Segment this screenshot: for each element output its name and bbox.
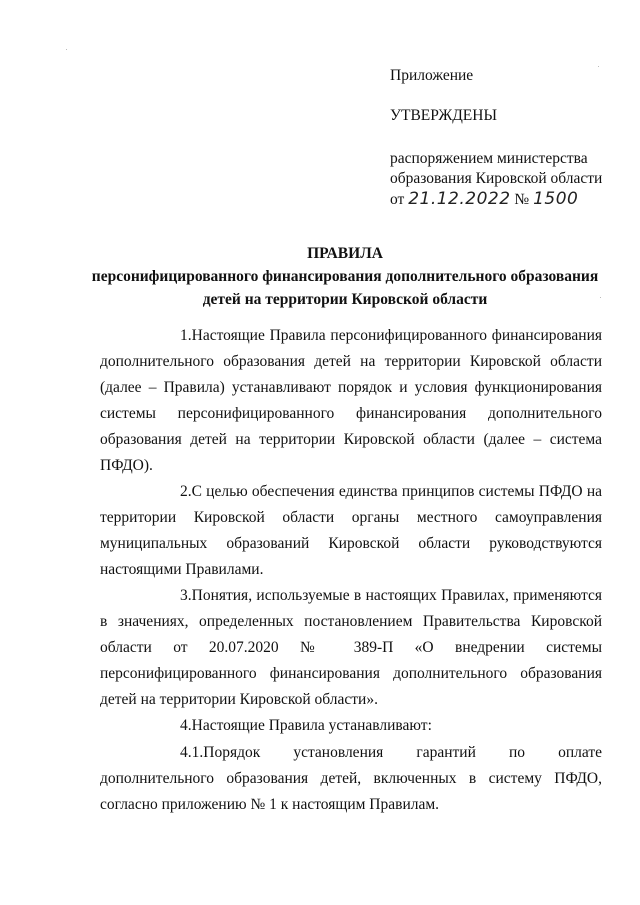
paragraph-4 <box>100 713 602 739</box>
paragraph-2 <box>100 479 602 583</box>
paragraph-4-1 <box>100 740 602 818</box>
appendix-label: Приложение <box>390 67 474 84</box>
title-subheading-line-2: детей на территории Кировской области <box>202 291 488 308</box>
number-sign: № <box>514 191 530 208</box>
approved-by-line-2: образования Кировской области <box>390 170 603 187</box>
paragraph-text: Настоящие Правила персонифицированного финансирования дополнительного образования детей на территории Кировской области (далее – Правила) устанавливают порядок и условия функционирования системы персонифицированного финансирования дополнительного образования детей на территории Кировской области (далее – система ПФДО). <box>100 327 602 474</box>
handwritten-number: 1500 <box>533 189 579 209</box>
paragraph-text: Порядок установления гарантий по оплате дополнительного образования детей, включенных в систему ПФДО, согласно приложению № 1 к настоящим Правилам. <box>100 744 602 813</box>
approved-label: УТВЕРЖДЕНЫ <box>390 107 497 124</box>
paragraph-number: 4. <box>180 717 192 734</box>
paragraph-number: 1. <box>180 327 192 344</box>
title-subheading-line-1: персонифицированного финансирования дополнительного образования <box>91 268 599 285</box>
paragraph-text: Понятия, используемые в настоящих Правилах, применяются в значениях, определенных постановлением Правительства Кировской области от 20.07.2020 № 389-П «О внедрении системы персонифицированного финансирования дополнительного образования детей на территории Кировской области». <box>100 587 602 708</box>
approval-date-line <box>390 189 620 210</box>
document-body <box>100 323 602 818</box>
date-prefix: от <box>390 191 405 208</box>
scan-speck <box>600 297 601 298</box>
paragraph-text: С целью обеспечения единства принципов системы ПФДО на территории Кировской области органы местного самоуправления муниципальных образований Кировской области руководствуются настоящими Правилами. <box>100 483 602 578</box>
paragraph-number: 4.1. <box>180 744 204 761</box>
document-title <box>80 242 610 311</box>
scan-speck <box>66 49 67 50</box>
scan-speck <box>598 66 599 67</box>
paragraph-1 <box>100 323 602 479</box>
paragraph-number: 2. <box>180 483 192 500</box>
paragraph-text: Настоящие Правила устанавливают: <box>191 717 432 734</box>
paragraph-number: 3. <box>180 587 192 604</box>
title-heading: ПРАВИЛА <box>307 245 383 262</box>
handwritten-date: 21.12.2022 <box>408 189 511 209</box>
paragraph-3 <box>100 583 602 713</box>
approval-block <box>390 66 620 210</box>
approved-by-line-1: распоряжением министерства <box>390 150 588 167</box>
